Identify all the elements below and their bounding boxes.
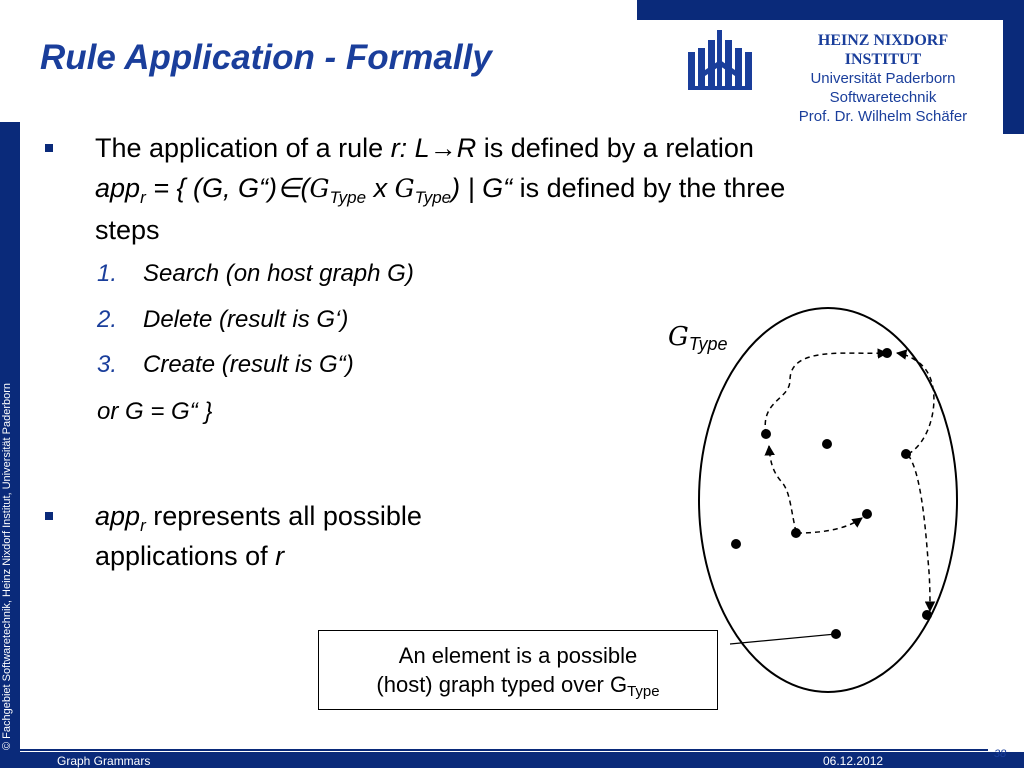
graph-node bbox=[761, 429, 771, 439]
step-text: Create (result is G“) bbox=[143, 351, 354, 378]
rule-notation: r: L→R bbox=[390, 133, 477, 163]
subscript-type: Type bbox=[627, 683, 660, 700]
g-type-symbol: G bbox=[394, 174, 415, 203]
bullet1-line3: steps bbox=[95, 215, 160, 245]
graph-node bbox=[791, 528, 801, 538]
subscript-r: r bbox=[140, 188, 146, 207]
callout-pointer-line bbox=[730, 634, 836, 644]
text-span: G“ bbox=[482, 173, 513, 203]
subscript-type: Type bbox=[414, 188, 452, 207]
callout-box bbox=[318, 630, 718, 710]
footer-course-title: Graph Grammars bbox=[57, 754, 151, 768]
subscript-type: Type bbox=[688, 334, 728, 354]
text-span: ( bbox=[300, 173, 310, 203]
text-span: is defined by the three bbox=[512, 173, 786, 203]
dashed-arrow bbox=[897, 353, 934, 454]
app-symbol: app bbox=[95, 501, 141, 531]
step-number: 2. bbox=[97, 306, 118, 333]
copyright-side-text: © Fachgebiet Softwaretechnik, Heinz Nixdorf Institut, Universität Paderborn bbox=[1, 383, 13, 750]
graph-node bbox=[922, 610, 932, 620]
graph-node bbox=[731, 539, 741, 549]
subscript-type: Type bbox=[329, 188, 367, 207]
subscript-r: r bbox=[140, 516, 146, 535]
graph-node bbox=[831, 629, 841, 639]
slide-title: Rule Application - Formally bbox=[40, 38, 492, 77]
footer-date: 06.12.2012 bbox=[823, 754, 884, 768]
step-number: 1. bbox=[97, 260, 118, 287]
dashed-arrow bbox=[908, 455, 930, 611]
text-span: is defined by a relation bbox=[476, 133, 754, 163]
graph-node bbox=[862, 509, 872, 519]
dashed-arrow bbox=[765, 353, 887, 434]
graph-node bbox=[901, 449, 911, 459]
step-text: Search (on host graph G) bbox=[143, 260, 414, 287]
institute-name: HEINZ NIXDORF INSTITUT bbox=[817, 32, 949, 68]
or-line: or G = G“ } bbox=[97, 398, 213, 425]
type-graph-set-label bbox=[668, 322, 727, 355]
callout-line1: An element is a possible bbox=[398, 643, 638, 668]
page-number: 38 bbox=[994, 748, 1007, 760]
step-number: 3. bbox=[97, 351, 118, 378]
step-text: Delete (result is G‘) bbox=[143, 306, 349, 333]
department-name: Softwaretechnik bbox=[829, 89, 937, 106]
dashed-arrow bbox=[797, 518, 862, 533]
rule-symbol: r bbox=[275, 541, 285, 571]
text-span: ) | bbox=[451, 173, 483, 203]
graph-node bbox=[882, 348, 892, 358]
g-type-symbol: G bbox=[309, 174, 330, 203]
text-span: represents all possible bbox=[145, 501, 422, 531]
university-name: Universität Paderborn bbox=[810, 70, 956, 87]
g-type-symbol: G bbox=[668, 322, 689, 352]
text-span: applications of bbox=[95, 541, 276, 571]
text-span: = { (G, G“) bbox=[145, 173, 278, 203]
professor-name: Prof. Dr. Wilhelm Schäfer bbox=[798, 108, 968, 125]
text-span: (host) graph typed over G bbox=[376, 672, 628, 697]
dashed-arrow bbox=[769, 446, 796, 532]
app-symbol: app bbox=[95, 173, 141, 203]
text-span: x bbox=[366, 173, 395, 203]
text-span: The application of a rule bbox=[95, 133, 391, 163]
callout-line2 bbox=[319, 670, 717, 706]
graph-node bbox=[822, 439, 832, 449]
element-of-symbol: ∈ bbox=[277, 173, 301, 203]
